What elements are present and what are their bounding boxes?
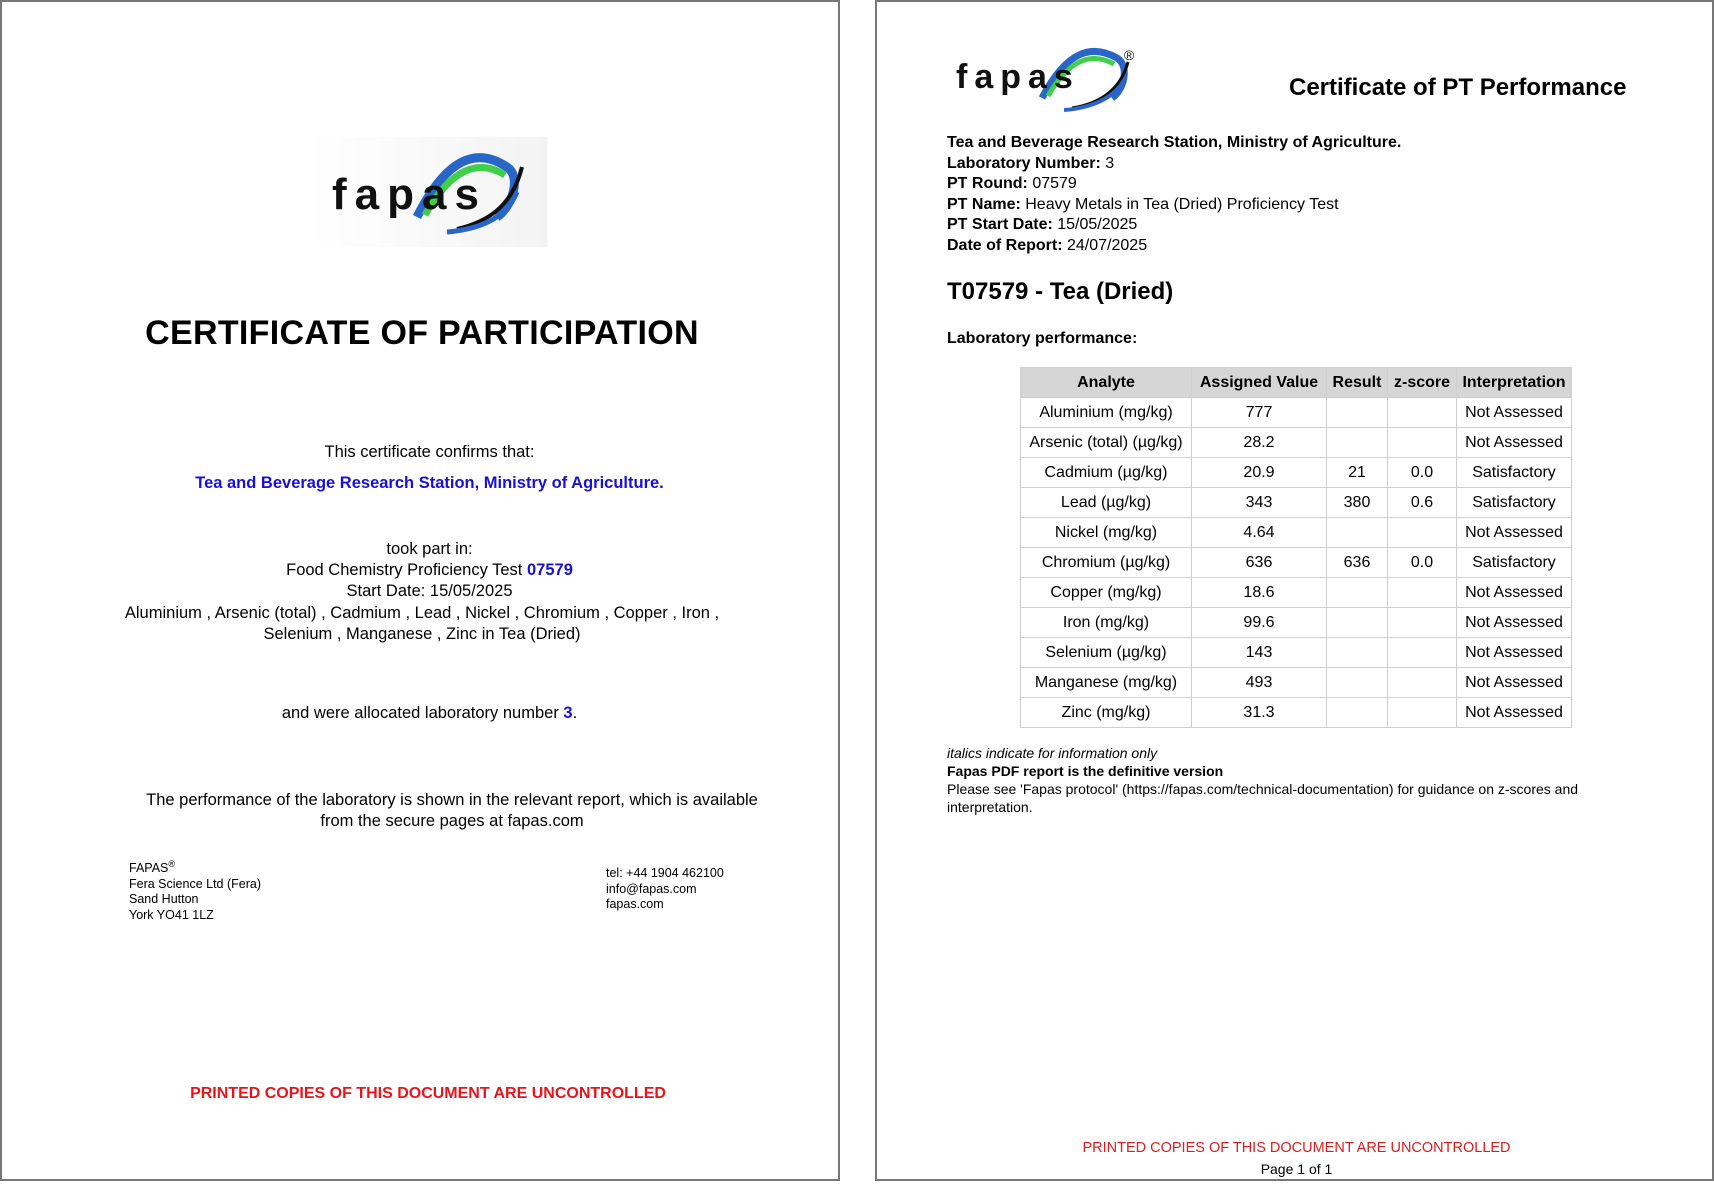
cell-analyte: Arsenic (total) (µg/kg) (1021, 428, 1192, 458)
contact-tel: tel: +44 1904 462100 (606, 866, 724, 880)
cell-interpretation: Not Assessed (1457, 518, 1572, 548)
notes-block (947, 744, 1667, 816)
cell-interpretation: Satisfactory (1457, 458, 1572, 488)
cell-interpretation: Not Assessed (1457, 578, 1572, 608)
cell-analyte: Iron (mg/kg) (1021, 608, 1192, 638)
contact-email[interactable]: info@fapas.com (606, 881, 697, 896)
address-block (129, 857, 261, 923)
cell-analyte: Copper (mg/kg) (1021, 578, 1192, 608)
cell-analyte: Selenium (µg/kg) (1021, 638, 1192, 668)
info-value: 24/07/2025 (1062, 236, 1148, 254)
table-row (1021, 488, 1572, 518)
test-prefix: Food Chemistry Proficiency Test (286, 561, 527, 579)
cell-z-score: 0.6 (1388, 488, 1457, 518)
cell-z-score (1388, 638, 1457, 668)
note-italic: italics indicate for information only (947, 745, 1158, 761)
info-label: PT Round: (947, 175, 1028, 192)
org-name: FAPAS (129, 861, 169, 876)
cell-result: 21 (1327, 458, 1388, 488)
lab-name: Tea and Beverage Research Station, Ministry of Agriculture. (195, 474, 664, 492)
note-protocol: Please see 'Fapas protocol' (https://fapas.com/technical-documentation) for guidance on z-scores and interpretation. (947, 781, 1579, 815)
fapas-logo (307, 137, 547, 247)
header-assigned-value: Assigned Value (1192, 368, 1327, 398)
performance-table (1020, 367, 1572, 728)
uncontrolled-notice: PRINTED COPIES OF THIS DOCUMENT ARE UNCONTROLLED (1082, 1140, 1511, 1156)
cell-result: 636 (1327, 548, 1388, 578)
cell-analyte: Zinc (mg/kg) (1021, 698, 1192, 728)
table-row (1021, 668, 1572, 698)
lab-performance-heading: Laboratory performance: (947, 330, 1138, 347)
info-date-of-report (947, 236, 1401, 257)
performance-line-2: from the secure pages at fapas.com (320, 812, 584, 830)
took-part-text: took part in: (386, 540, 473, 558)
page-number: Page 1 of 1 (1260, 1161, 1333, 1177)
cell-analyte: Aluminium (mg/kg) (1021, 398, 1192, 428)
info-value: 3 (1100, 154, 1115, 172)
performance-line-1: The performance of the laboratory is shown in the relevant report, which is available (146, 791, 758, 809)
allocated-text (2, 704, 857, 723)
logo-registered-mark: ® (1124, 47, 1135, 63)
pt-performance-page (875, 0, 1714, 1181)
table-row (1021, 398, 1572, 428)
cell-result (1327, 518, 1388, 548)
allocated-suffix: . (572, 704, 578, 722)
info-pt-round (947, 174, 1401, 195)
cell-result (1327, 428, 1388, 458)
cell-assigned-value: 31.3 (1192, 698, 1327, 728)
cell-interpretation: Not Assessed (1457, 638, 1572, 668)
info-block (947, 133, 1401, 256)
test-line (2, 561, 857, 580)
confirms-text: This certificate confirms that: (324, 443, 535, 461)
table-row (1021, 578, 1572, 608)
cell-result (1327, 638, 1388, 668)
address-line-3: York YO41 1LZ (129, 907, 214, 922)
logo-wordmark: fapas (332, 170, 487, 219)
certificate-participation-page (0, 0, 840, 1181)
address-org (129, 857, 261, 877)
header-result: Result (1327, 368, 1388, 398)
start-date: Start Date: 15/05/2025 (346, 582, 513, 600)
cell-analyte: Chromium (µg/kg) (1021, 548, 1192, 578)
cell-assigned-value: 143 (1192, 638, 1327, 668)
cell-result (1327, 668, 1388, 698)
cell-interpretation: Not Assessed (1457, 608, 1572, 638)
cell-analyte: Nickel (mg/kg) (1021, 518, 1192, 548)
info-pt-start-date (947, 215, 1401, 236)
cell-assigned-value: 20.9 (1192, 458, 1327, 488)
cell-z-score (1388, 668, 1457, 698)
info-label: PT Start Date: (947, 216, 1053, 233)
note-bold: Fapas PDF report is the definitive version (947, 763, 1224, 779)
cell-interpretation: Satisfactory (1457, 548, 1572, 578)
cell-result (1327, 398, 1388, 428)
info-label: Laboratory Number: (947, 154, 1101, 172)
cell-analyte: Cadmium (µg/kg) (1021, 458, 1192, 488)
table-row (1021, 518, 1572, 548)
performance-title: Certificate of PT Performance (1289, 74, 1627, 101)
info-value: Heavy Metals in Tea (Dried) Proficiency Test (1020, 195, 1339, 213)
info-label: Date of Report: (947, 236, 1063, 254)
table-row (1021, 428, 1572, 458)
cell-z-score (1388, 428, 1457, 458)
table-header-row (1021, 368, 1572, 398)
cell-assigned-value: 636 (1192, 548, 1327, 578)
address-line-2: Sand Hutton (129, 892, 199, 907)
cell-assigned-value: 99.6 (1192, 608, 1327, 638)
header-interpretation: Interpretation (1457, 368, 1572, 398)
cell-z-score (1388, 518, 1457, 548)
cell-z-score: 0.0 (1388, 548, 1457, 578)
round-title: T07579 - Tea (Dried) (947, 278, 1174, 305)
analytes-list (2, 603, 842, 645)
fapas-logo (952, 40, 1142, 112)
cell-result (1327, 608, 1388, 638)
info-value: 07579 (1027, 175, 1077, 192)
analytes-line-1: Aluminium , Arsenic (total) , Cadmium , Lead , Nickel , Chromium , Copper , Iron , (124, 604, 720, 622)
cell-interpretation: Not Assessed (1457, 668, 1572, 698)
lab-name-text: Tea and Beverage Research Station, Ministry of Agriculture. (947, 134, 1402, 151)
info-lab-number (947, 154, 1401, 175)
performance-text (2, 790, 902, 832)
info-pt-name (947, 195, 1401, 216)
table-row (1021, 458, 1572, 488)
cell-assigned-value: 18.6 (1192, 578, 1327, 608)
cell-interpretation: Satisfactory (1457, 488, 1572, 518)
cell-interpretation: Not Assessed (1457, 428, 1572, 458)
cell-result (1327, 578, 1388, 608)
cell-result: 380 (1327, 488, 1388, 518)
cell-assigned-value: 493 (1192, 668, 1327, 698)
address-line-1: Fera Science Ltd (Fera) (129, 876, 261, 891)
cell-result (1327, 698, 1388, 728)
info-value: 15/05/2025 (1052, 216, 1138, 233)
cell-assigned-value: 4.64 (1192, 518, 1327, 548)
test-number: 07579 (526, 561, 573, 579)
table-row (1021, 638, 1572, 668)
cell-interpretation: Not Assessed (1457, 398, 1572, 428)
analytes-line-2: Selenium , Manganese , Zinc in Tea (Dried) (263, 625, 581, 643)
certificate-title: CERTIFICATE OF PARTICIPATION (145, 314, 699, 352)
registered-mark: ® (168, 859, 176, 869)
cell-assigned-value: 777 (1192, 398, 1327, 428)
allocated-prefix: and were allocated laboratory number (281, 704, 564, 722)
cell-analyte: Manganese (mg/kg) (1021, 668, 1192, 698)
cell-z-score (1388, 698, 1457, 728)
uncontrolled-notice: PRINTED COPIES OF THIS DOCUMENT ARE UNCONTROLLED (190, 1085, 666, 1102)
table-row (1021, 698, 1572, 728)
logo-wordmark: fapas (956, 58, 1080, 96)
cell-interpretation: Not Assessed (1457, 698, 1572, 728)
cell-z-score (1388, 398, 1457, 428)
cell-z-score: 0.0 (1388, 458, 1457, 488)
cell-assigned-value: 28.2 (1192, 428, 1327, 458)
table-row (1021, 548, 1572, 578)
cell-assigned-value: 343 (1192, 488, 1327, 518)
cell-z-score (1388, 608, 1457, 638)
info-label: PT Name: (947, 195, 1021, 213)
header-analyte: Analyte (1021, 368, 1192, 398)
contact-web[interactable]: fapas.com (606, 897, 664, 911)
table-row (1021, 608, 1572, 638)
contact-block (606, 866, 724, 913)
lab-number: 3 (563, 704, 573, 722)
header-z-score: z-score (1388, 368, 1457, 398)
cell-z-score (1388, 578, 1457, 608)
cell-analyte: Lead (µg/kg) (1021, 488, 1192, 518)
lab-name (947, 133, 1401, 154)
